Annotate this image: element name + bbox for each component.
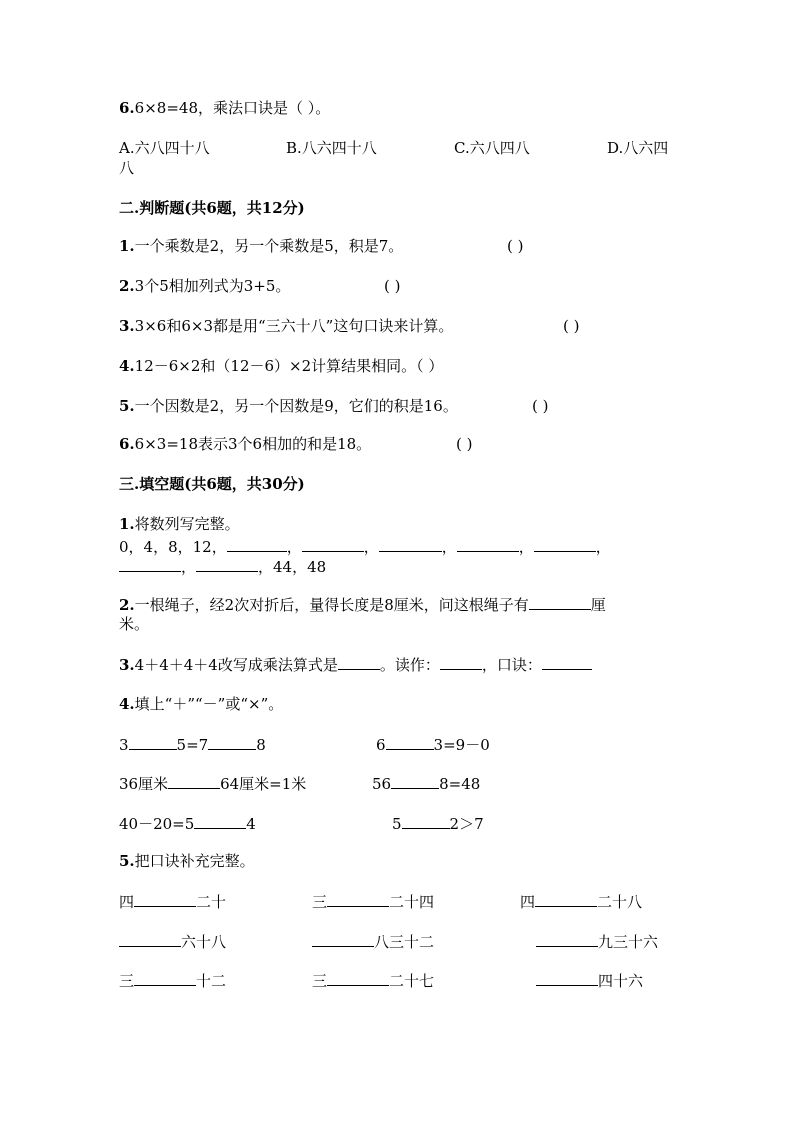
separator: ， bbox=[363, 538, 379, 556]
operator-row bbox=[372, 773, 480, 794]
operator-row bbox=[119, 773, 306, 794]
operator-row bbox=[392, 813, 484, 834]
read-label: 。读作： bbox=[379, 656, 440, 674]
operand: 5=7 bbox=[176, 736, 209, 754]
question-text: 将数列写完整。 bbox=[134, 515, 240, 533]
item-number: 5. bbox=[119, 397, 135, 415]
judge-item bbox=[119, 316, 453, 336]
chant-item bbox=[312, 891, 434, 912]
answer-blank[interactable] bbox=[391, 773, 439, 789]
chant-prefix: 四 bbox=[520, 893, 536, 911]
question-text: 6×8=48，乘法口诀是（ ）。 bbox=[134, 99, 331, 117]
choice-d-wrap: 八 bbox=[119, 159, 135, 177]
chant-prefix: 三 bbox=[312, 972, 328, 990]
chant-item bbox=[312, 931, 434, 952]
sequence-line-2 bbox=[119, 556, 326, 577]
operator-row bbox=[119, 813, 256, 834]
item-number: 3. bbox=[119, 317, 135, 335]
item-text: 6×3=18表示3个6相加的和是18。 bbox=[134, 435, 372, 453]
answer-parens[interactable]: ( ) bbox=[384, 277, 401, 295]
question-text: 4＋4＋4＋4改写成乘法算式是 bbox=[134, 656, 338, 674]
chant-item bbox=[119, 970, 226, 991]
chant-suffix: 十二 bbox=[196, 972, 227, 990]
question-6 bbox=[119, 98, 330, 118]
answer-blank[interactable] bbox=[119, 931, 181, 947]
answer-blank[interactable] bbox=[542, 654, 592, 670]
answer-blank[interactable] bbox=[129, 734, 177, 750]
question-number: 5. bbox=[119, 852, 135, 870]
answer-blank[interactable] bbox=[440, 654, 482, 670]
item-number: 4. bbox=[119, 357, 135, 375]
answer-blank[interactable] bbox=[379, 536, 442, 552]
answer-parens[interactable]: ( ) bbox=[507, 237, 524, 255]
operand: 5 bbox=[392, 815, 402, 833]
item-text: 3×6和6×3都是用“三六十八”这句口诀来计算。 bbox=[134, 317, 454, 335]
question-text: 填上“＋”“－”或“×”。 bbox=[134, 695, 284, 713]
chant-suffix: 二十 bbox=[196, 893, 227, 911]
fill-question-2-wrap: 米。 bbox=[119, 615, 150, 633]
separator: ， bbox=[441, 538, 457, 556]
section-2-title: 二.判断题(共6题，共12分) bbox=[119, 199, 305, 217]
chant-suffix: 二十四 bbox=[389, 893, 435, 911]
choice-b[interactable]: B.八六四十八 bbox=[286, 139, 377, 157]
answer-blank[interactable] bbox=[194, 813, 246, 829]
answer-blank[interactable] bbox=[196, 556, 258, 572]
separator: ， bbox=[518, 538, 534, 556]
section-3-title: 三.填空题(共6题，共30分) bbox=[119, 475, 305, 493]
judge-item bbox=[119, 396, 458, 416]
question-number: 3. bbox=[119, 656, 135, 674]
answer-blank[interactable] bbox=[168, 773, 220, 789]
operand: 8 bbox=[256, 736, 266, 754]
answer-blank[interactable] bbox=[536, 970, 598, 986]
answer-parens[interactable]: ( ) bbox=[456, 435, 473, 453]
fill-question-5 bbox=[119, 851, 255, 871]
operand: 40－20=5 bbox=[119, 815, 195, 833]
fill-question-4 bbox=[119, 694, 283, 714]
answer-blank[interactable] bbox=[535, 891, 597, 907]
separator: ， bbox=[181, 558, 197, 576]
answer-blank[interactable] bbox=[327, 970, 389, 986]
sequence-end: ，44，48 bbox=[258, 558, 327, 576]
chant-suffix: 六十八 bbox=[181, 933, 227, 951]
answer-blank[interactable] bbox=[119, 556, 181, 572]
chant-suffix: 九三十六 bbox=[598, 933, 659, 951]
item-text: 一个乘数是2，另一个乘数是5，积是7。 bbox=[134, 237, 404, 255]
choice-d[interactable]: D.八六四 bbox=[607, 139, 669, 157]
operator-row bbox=[376, 734, 490, 755]
chant-item bbox=[312, 970, 434, 991]
question-text: 把口诀补充完整。 bbox=[134, 852, 255, 870]
chant-label: ，口诀： bbox=[481, 656, 542, 674]
chant-suffix: 二十七 bbox=[389, 972, 435, 990]
question-text: 一根绳子，经2次对折后，量得长度是8厘米，问这根绳子有 bbox=[134, 596, 529, 614]
chant-prefix: 三 bbox=[312, 893, 328, 911]
unit-text: 厘 bbox=[590, 596, 606, 614]
operand: 36厘米 bbox=[119, 775, 169, 793]
answer-blank[interactable] bbox=[457, 536, 519, 552]
answer-blank[interactable] bbox=[302, 536, 364, 552]
question-number: 6. bbox=[119, 99, 135, 117]
judge-item bbox=[119, 276, 290, 296]
chant-suffix: 四十六 bbox=[598, 972, 644, 990]
sequence-start: 0，4，8，12， bbox=[119, 538, 227, 556]
operand: 8=48 bbox=[439, 775, 481, 793]
answer-blank[interactable] bbox=[134, 970, 196, 986]
judge-item bbox=[119, 356, 443, 376]
question-number: 2. bbox=[119, 596, 135, 614]
answer-blank[interactable] bbox=[312, 931, 374, 947]
fill-question-3 bbox=[119, 654, 592, 675]
answer-blank[interactable] bbox=[529, 594, 591, 610]
chant-suffix: 八三十二 bbox=[374, 933, 435, 951]
sequence-line-1 bbox=[119, 536, 611, 557]
choices-row bbox=[119, 138, 679, 158]
chant-suffix: 二十八 bbox=[597, 893, 643, 911]
chant-prefix: 四 bbox=[119, 893, 135, 911]
answer-parens[interactable]: ( ) bbox=[563, 317, 580, 335]
question-number: 4. bbox=[119, 695, 135, 713]
operator-row bbox=[119, 734, 266, 755]
operand: 3=9－0 bbox=[433, 736, 490, 754]
chant-item bbox=[119, 891, 226, 912]
chant-item bbox=[119, 931, 226, 952]
answer-blank[interactable] bbox=[208, 734, 256, 750]
answer-blank[interactable] bbox=[402, 813, 450, 829]
answer-blank[interactable] bbox=[227, 536, 287, 552]
answer-parens[interactable]: ( ) bbox=[532, 397, 549, 415]
answer-blank[interactable] bbox=[338, 654, 380, 670]
operand: 3 bbox=[119, 736, 129, 754]
operand: 56 bbox=[372, 775, 392, 793]
operand: 2＞7 bbox=[449, 815, 484, 833]
separator: ， bbox=[286, 538, 302, 556]
fill-question-2 bbox=[119, 594, 606, 615]
chant-prefix: 三 bbox=[119, 972, 135, 990]
chant-item bbox=[520, 891, 642, 912]
answer-blank[interactable] bbox=[534, 536, 596, 552]
item-text: 一个因数是2，另一个因数是9，它们的积是16。 bbox=[134, 397, 458, 415]
item-number: 1. bbox=[119, 237, 135, 255]
item-text: 12－6×2和（12－6）×2计算结果相同。（ ） bbox=[134, 357, 444, 375]
chant-item bbox=[536, 970, 643, 991]
operand: 6 bbox=[376, 736, 386, 754]
item-number: 2. bbox=[119, 277, 135, 295]
operand: 64厘米=1米 bbox=[220, 775, 307, 793]
fill-question-1 bbox=[119, 514, 240, 534]
chant-item bbox=[536, 931, 658, 952]
answer-blank[interactable] bbox=[134, 891, 196, 907]
operand: 4 bbox=[246, 815, 256, 833]
question-number: 1. bbox=[119, 515, 135, 533]
answer-blank[interactable] bbox=[386, 734, 434, 750]
item-number: 6. bbox=[119, 435, 135, 453]
choice-c[interactable]: C.六八四八 bbox=[454, 139, 530, 157]
judge-item bbox=[119, 434, 371, 454]
judge-item bbox=[119, 236, 403, 256]
choice-a[interactable]: A.六八四十八 bbox=[119, 139, 210, 157]
answer-blank[interactable] bbox=[536, 931, 598, 947]
separator: ， bbox=[595, 538, 611, 556]
item-text: 3个5相加列式为3+5。 bbox=[134, 277, 291, 295]
answer-blank[interactable] bbox=[327, 891, 389, 907]
